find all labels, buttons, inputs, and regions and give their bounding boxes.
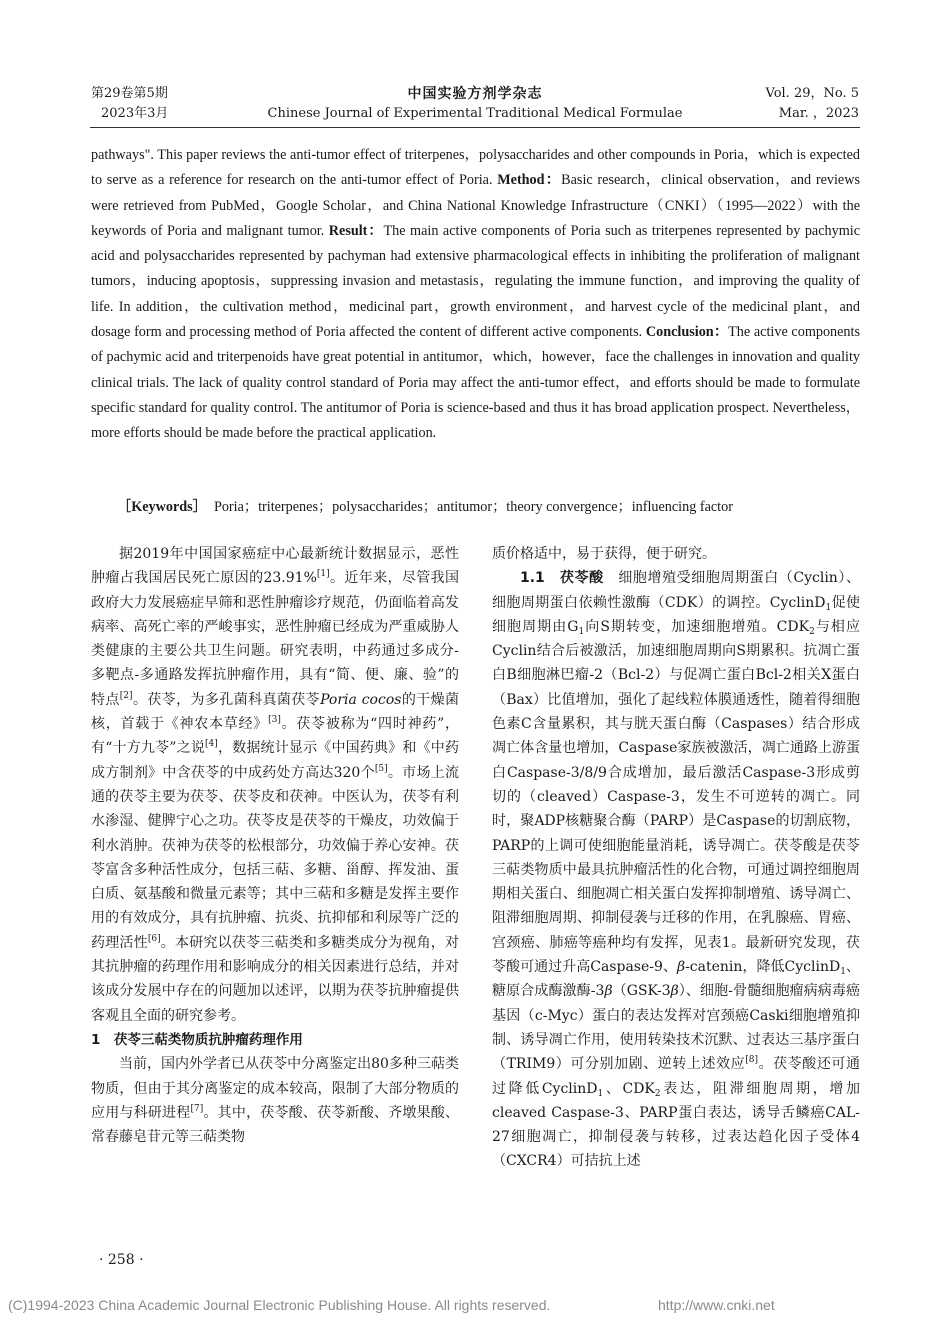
text-run: 。茯苓，为多孔菌科真菌茯苓 [132, 691, 321, 708]
abstract-method: Basic research，clinical observation，and reviews were retrieved from PubMed，Google Scholar，and China National Knowledge Infrastructure（CNKI）（1995—2022）with the keywords of Poria and malignant tumor. [91, 172, 860, 239]
issue-date-en: Mar. ，2023 [778, 106, 859, 121]
ref-2: [2] [119, 690, 133, 701]
text-run: 当前，国内外学者已从茯苓中分离鉴定出80多种三萜类物质，但由于其分离鉴定的成本较高，限制了大部分物质的应用与科研进程 [91, 1056, 459, 1121]
text-run: 的干燥菌核，首载于《神农本草经》 [91, 691, 460, 733]
text-run: 。市场上流通的茯苓主要为茯苓、茯苓皮和茯神。中医认为，茯苓有利水渗湿、健脾宁心之功。茯苓皮是茯苓的干燥皮，功效偏于利水消肿。茯神为茯苓的松根部分，功效偏于养心安神。茯苓富含多种活性成分，包括三萜、多糖、甾醇、挥发油、蛋白质、氨基酸和微量元素等；其中三萜和多糖是发挥主要作用的有效成分，具有抗肿瘤、抗炎、抗抑郁和利尿等广泛的药理活性 [91, 764, 459, 951]
volume-issue: 第29卷第5期 [91, 86, 168, 101]
subscript: 1 [825, 602, 832, 613]
text-run: 。茯苓酸还可通过降低CyclinD [492, 1056, 861, 1097]
text-run: 。其中，茯苓酸、茯苓新酸、齐墩果酸、常春藤皂苷元等三萜类物 [91, 1104, 460, 1146]
left-column [91, 542, 459, 1149]
text-run: 与相应Cyclin结合后被激活，加速细胞周期向S期累积。抗凋亡蛋白B细胞淋巴瘤-2（Bcl-2）与促凋亡蛋白Bcl-2相关X蛋白（Bax）比值增加，强化了起线粒体膜通透性，随着得细胞色素C含量累积，其与胱天蛋白酶（Caspases）结合形成凋亡体含量也增加，Caspase家族被激活，凋亡通路上游蛋白Caspase-3/8/9合成增加，最后激活Caspase-3形成剪切的（cleaved）Caspase-3，发生不可逆转的凋亡。同时，聚ADP核糖聚合酶（PARP）是Caspase的切割底物，PARP的上调可使细胞能量消耗，诱导凋亡。茯苓酸是茯苓三萜类物质中最具抗肿瘤活性的化合物，可通过调控细胞周期相关蛋白、细胞凋亡相关蛋白发挥抑制增殖、诱导凋亡、阻滞细胞周期、抑制侵袭与迁移的作用，在乳腺癌、胃癌、宫颈癌、肺癌等癌种均有发挥，见表1。最新研究发现，茯苓酸可通过升高Caspase-9、 [492, 618, 860, 976]
text-run: ）、细胞-骨髓细胞瘤病病毒癌基因（c-Myc）蛋白的表达发挥对宫颈癌Caski细胞增殖抑制、诱导凋亡作用，使用转染技术沉默、过表达三基序蛋白（TRIM9）可分别加剧、逆转上述效应 [492, 983, 861, 1073]
section-1-1-paragraph [492, 566, 860, 1173]
text-run: 。本研究以茯苓三萜类和多糖类成分为视角，对其抗肿瘤的药理作用和影响成分的相关因素进行总结，并对该成分发展中存在的问题加以述评，以期为茯苓抗肿瘤提供客观且全面的研究参考。 [91, 934, 460, 1024]
subscript: 1 [597, 1088, 604, 1099]
abstract-text [91, 143, 860, 447]
journal-title-cn: 中国实验方剂学杂志 [407, 86, 543, 102]
journal-title-en: Chinese Journal of Experimental Traditional Medical Formulae [267, 106, 683, 121]
right-column [492, 542, 860, 1174]
header-right [766, 84, 860, 124]
issue-date-cn: 2023年3月 [101, 106, 169, 121]
text-run: 、CDK [603, 1080, 655, 1097]
text-run: 细胞增殖受细胞周期蛋白（Cyclin）、细胞周期蛋白依赖性激酶（CDK）的调控。CyclinD [492, 570, 860, 611]
abstract-result: The main active components of Poria such as triterpenes represented by pachymic acid and polysaccharides represented by pachyman had extensive pharmacological effects in inhibiting the proliferation of malignant tumors，inducing apoptosis，suppressing invasion and metastasis，regulating the immune function，and improving the quality of life. In addition，the cultivation method，medicinal part，growth environment，and harvest cycle of the medicinal plant，and dosage form and processing method of Poria affected the content of different active components. [91, 222, 860, 341]
abstract-intro: pathways". This paper reviews the anti-tumor effect of triterpenes，polysaccharides and other compounds in Poria，which is expected to serve as a reference for research on the anti-tumor effect of Poria. [91, 147, 860, 189]
text-run: 。茯苓被称为“四时神药”，有“十方九苓”之说 [91, 716, 459, 757]
beta-symbol: β [670, 983, 679, 1000]
method-label: Method： [497, 172, 562, 189]
ref-3: [3] [268, 715, 281, 726]
subscript: 2 [654, 1088, 661, 1099]
conclusion-label: Conclusion： [645, 324, 729, 341]
section-1-heading: 1 茯苓三萜类物质抗肿瘤药理作用 [91, 1031, 303, 1048]
keywords-text: Poria；triterpenes；polysaccharides；antitumor；theory convergence；influencing factor [213, 499, 733, 515]
text-run: （GSK-3 [612, 983, 671, 1000]
volume-en: Vol. 29，No. 5 [765, 86, 859, 101]
text-run: 、糖原合成酶激酶-3 [492, 959, 861, 1000]
section-1-paragraph [91, 1052, 459, 1149]
text-run: -catenin，降低CyclinD [685, 959, 841, 976]
text-run: ，数据统计显示《中国药典》和《中药成方制剂》中含茯苓的中成药处方高达320个 [91, 740, 459, 781]
page-number: · 258 · [99, 1252, 144, 1268]
ref-8: [8] [745, 1055, 758, 1066]
ref-7: [7] [190, 1103, 204, 1114]
text-run: 。近年来，尽管我国政府大力发展癌症早筛和恶性肿瘤诊疗规范，仍面临着高发病率、高死亡率的严峻事实，恶性肿瘤已经成为严重威胁人类健康的主要公共卫生问题。研究表明，中药通过多成分-多靶点-多通路发挥抗肿瘤作用，具有“简、便、廉、验”的特点 [91, 570, 459, 708]
copyright-notice: (C)1994-2023 China Academic Journal Electronic Publishing House. All rights reserved. [8, 1297, 551, 1313]
continued-paragraph: 质价格适中，易于获得，便于研究。 [492, 546, 716, 562]
text-run: 向S期转变，加速细胞增殖。CDK [584, 618, 810, 635]
ref-1: [1] [316, 569, 330, 580]
ref-4: [4] [205, 739, 218, 750]
section-1-1-heading: 1.1 茯苓酸 [520, 570, 604, 587]
subscript: 1 [578, 626, 585, 637]
text-run: 表达，阻滞细胞周期，增加cleaved Caspase-3、PARP蛋白表达，诱导舌鳞癌CAL-27细胞凋亡，抑制侵袭与转移，过表达趋化因子受体4（CXCR4）可拮抗上述 [492, 1080, 861, 1170]
beta-symbol: β [676, 959, 686, 976]
subscript: 1 [840, 967, 846, 978]
result-label: Result： [328, 222, 384, 239]
keywords [117, 496, 862, 518]
abstract-conclusion: The active components of pachymic acid and triterpenoids have great potential in antitumor，which，however，face the challenges in innovation and quality clinical trials. The lack of quality control standard of Poria may affect the anti-tumor effect，and efforts should be made to formulate specific standard for quality control. The antitumor of Poria is science-based and thus it has broad application prospect. Nevertheless，more efforts should be made before the practical application. [91, 324, 860, 442]
subscript: 2 [809, 626, 815, 637]
latin-name: Poria cocos [320, 691, 402, 708]
ref-6: [6] [147, 933, 161, 944]
text-run: 促使细胞周期由G [492, 594, 860, 635]
text-run: 据2019年中国国家癌症中心最新统计数据显示，恶性肿瘤占我国居民死亡原因的23.91% [91, 546, 459, 587]
beta-symbol: β [604, 983, 613, 1000]
footer [8, 1297, 798, 1313]
intro-paragraph [91, 542, 459, 1028]
header-rule [90, 127, 860, 128]
keywords-label: ［Keywords］ [117, 499, 207, 515]
footer-url[interactable]: http://www.cnki.net [658, 1297, 775, 1313]
ref-5: [5] [374, 763, 388, 774]
